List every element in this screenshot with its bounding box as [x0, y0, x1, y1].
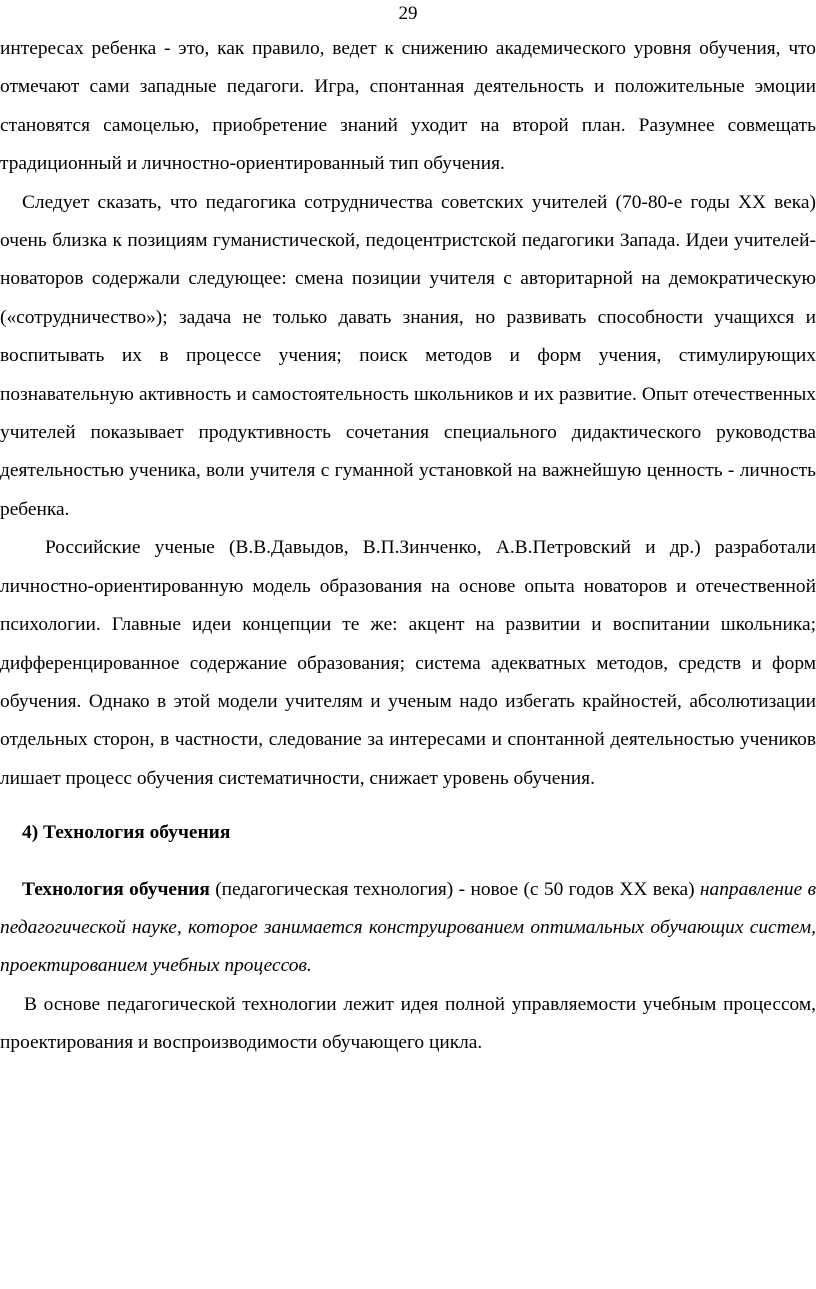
definition-italic: направление в педагогической науке, которое занимается конструированием оптимальных обучающих систем, проектированием учебных процессов.: [0, 878, 816, 977]
paragraph-technology-definition: [0, 871, 816, 986]
paragraph-russian-scientists: Российские ученые (В.В.Давыдов, В.П.Зинченко, А.В.Петровский и др.) разработали личностно-ориентированную модель образования на основе опыта новаторов и отечественной психологии. Главные идеи концепции те же: акцент на развитии и воспитании школьника; дифференцированное содержание образования; система адекватных методов, средств и форм обучения. Однако в этой модели учителям и ученым надо избегать крайностей, абсолютизации отдельных сторон, в частности, следование за интересами и спонтанной деятельностью учеников лишает процесс обучения систематичности, снижает уровень обучения.: [0, 537, 816, 789]
section-heading: 4) Технология обучения: [22, 822, 231, 844]
paragraph-western-pedagogy: интересах ребенка - это, как правило, ведет к снижению академического уровня обучения, что отмечают сами западные педагоги. Игра, спонтанная деятельность и положительные эмоции становятся самоцелью, приобретение знаний уходит на второй план. Разумнее совмещать традиционный и личностно-ориентированный тип обучения.: [0, 38, 816, 175]
paragraph-technology-basis: В основе педагогической технологии лежит идея полной управляемости учебным процессом, проектирования и воспроизводимости обучающего цикла.: [0, 993, 816, 1054]
term-technology: Технология обучения: [22, 878, 210, 900]
document-body: [0, 30, 816, 1063]
definition-text: (педагогическая технология) - новое (с 50 годов XX века): [209, 878, 700, 900]
page-number: 29: [398, 3, 418, 24]
paragraph-cooperation-pedagogy: Следует сказать, что педагогика сотрудничества советских учителей (70-80-е годы XX века) очень близка к позициям гуманистической, педоцентристской педагогики Запада. Идеи учителей-новаторов содержали следующее: смена позиции учителя с авторитарной на демократическую («сотрудничество»); задача не только давать знания, но развивать способности учащихся и воспитывать их в процессе учения; поиск методов и форм учения, стимулирующих познавательную активность и самостоятельность школьников и их развитие. Опыт отечественных учителей показывает продуктивность сочетания специального дидактического руководства деятельностью ученика, воли учителя с гуманной установкой на важнейшую ценность - личность ребенка.: [0, 191, 816, 520]
